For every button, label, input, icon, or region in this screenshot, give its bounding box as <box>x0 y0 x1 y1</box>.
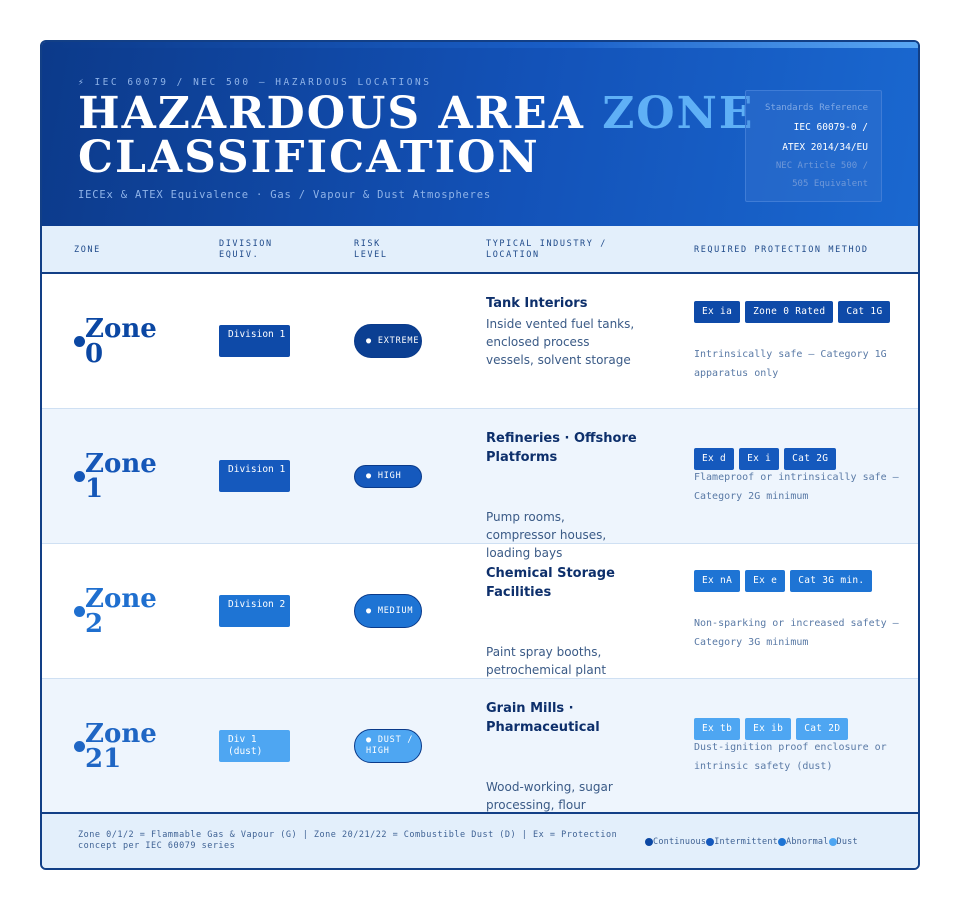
column-header-risk: RISK LEVEL <box>354 239 388 260</box>
industry-description: Inside vented fuel tanks, enclosed process vessels, solvent storage <box>486 317 635 367</box>
protection-tags <box>694 568 904 594</box>
protection-tag: Ex ib <box>745 718 791 740</box>
table-row <box>42 544 918 679</box>
reference-line-1: IEC 60079-0 / <box>793 122 868 133</box>
header-banner <box>42 42 918 226</box>
page-subtitle: IECEx & ATEX Equivalence · Gas / Vapour & Dust Atmospheres <box>78 189 492 201</box>
title-accent: ZONE <box>602 88 755 139</box>
column-header-division: DIVISION EQUIV. <box>219 239 273 260</box>
legend-item <box>706 837 778 847</box>
division-badge: Div 1 (dust) <box>219 730 290 762</box>
risk-level-pill: ● DUST / HIGH <box>354 729 422 763</box>
legend-label: Abnormal <box>786 837 829 847</box>
standards-eyebrow: ⚡ IEC 60079 / NEC 500 — HAZARDOUS LOCATIONS <box>78 77 432 88</box>
legend-dot <box>778 838 786 846</box>
reference-note-1: NEC Article 500 / <box>775 161 868 171</box>
footer <box>42 812 918 868</box>
legend-item <box>778 837 829 847</box>
reference-line-2: ATEX 2014/34/EU <box>782 142 868 153</box>
standards-reference-box <box>745 90 882 202</box>
zone-name: Zone 21 <box>85 719 157 774</box>
industry-description: Pump rooms, compressor houses, loading bays <box>486 510 607 560</box>
protection-tag: Ex e <box>745 570 785 592</box>
risk-level-pill: ● EXTREME <box>354 324 422 358</box>
industry-title: Grain Mills · Pharmaceutical <box>486 701 600 735</box>
reference-note-2: 505 Equivalent <box>792 179 868 189</box>
division-badge: Division 1 <box>219 325 290 357</box>
industry-title: Refineries · Offshore Platforms <box>486 431 637 465</box>
protection-tag: Ex i <box>739 448 779 470</box>
table-row <box>42 409 918 560</box>
protection-tag: Ex ia <box>694 301 740 323</box>
zone-indicator-dot <box>74 336 85 347</box>
legend-dot <box>645 838 653 846</box>
industry-description: Wood-working, sugar processing, flour <box>486 780 613 812</box>
zone-indicator-dot <box>74 471 85 482</box>
protection-tag: Cat 1G <box>838 301 890 323</box>
protection-tag: Cat 3G min. <box>790 570 872 592</box>
protection-tag: Zone 0 Rated <box>745 301 833 323</box>
column-header-protection: REQUIRED PROTECTION METHOD <box>694 245 869 255</box>
table-row <box>42 679 918 814</box>
legend-dot <box>829 838 837 846</box>
legend-item <box>829 837 858 847</box>
protection-description: Flameproof or intrinsically safe — Category 2G minimum <box>694 472 899 502</box>
risk-level-pill: ● HIGH <box>354 465 422 488</box>
industry-title: Chemical Storage Facilities <box>486 566 615 600</box>
zone-name: Zone 1 <box>85 449 157 504</box>
title-part-1: HAZARDOUS AREA <box>78 88 603 139</box>
legend-dot <box>706 838 714 846</box>
protection-tags <box>694 299 904 325</box>
protection-description: Non-sparking or increased safety — Category 3G minimum <box>694 618 899 648</box>
zone-name: Zone 2 <box>85 584 157 639</box>
zone-indicator-dot <box>74 606 85 617</box>
title-part-2: CLASSIFICATION <box>78 132 540 183</box>
zone-indicator-dot <box>74 741 85 752</box>
protection-tag: Ex nA <box>694 570 740 592</box>
protection-tag: Cat 2G <box>784 448 836 470</box>
column-header-zone: ZONE <box>74 245 101 255</box>
protection-description: Dust-ignition proof enclosure or intrinsic safety (dust) <box>694 742 887 772</box>
table-row <box>42 274 918 409</box>
protection-tag: Ex d <box>694 448 734 470</box>
table-header <box>42 226 918 274</box>
protection-tag: Ex tb <box>694 718 740 740</box>
page-title <box>78 88 758 183</box>
division-badge: Division 2 <box>219 595 290 627</box>
header-accent-strip <box>42 42 918 48</box>
risk-level-pill: ● MEDIUM <box>354 594 422 628</box>
legend-label: Dust <box>836 837 858 847</box>
protection-tag: Cat 2D <box>796 718 848 740</box>
zone-name: Zone 0 <box>85 314 157 369</box>
legend-item <box>645 837 706 847</box>
division-badge: Division 1 <box>219 460 290 492</box>
legend-label: Intermittent <box>714 837 778 847</box>
industry-title: Tank Interiors <box>486 296 588 311</box>
footer-note: Zone 0/1/2 = Flammable Gas & Vapour (G) | Zone 20/21/22 = Combustible Dust (D) | Ex = Protection concept per IEC 60079 series <box>78 830 618 851</box>
reference-caption: Standards Reference <box>765 103 868 113</box>
protection-description: Intrinsically safe — Category 1G apparatus only <box>694 349 887 379</box>
risk-legend <box>645 837 858 847</box>
column-header-industry: TYPICAL INDUSTRY / LOCATION <box>486 239 607 260</box>
zone-classification-card <box>40 40 920 870</box>
industry-description: Paint spray booths, petrochemical plant <box>486 645 607 677</box>
legend-label: Continuous <box>653 837 707 847</box>
